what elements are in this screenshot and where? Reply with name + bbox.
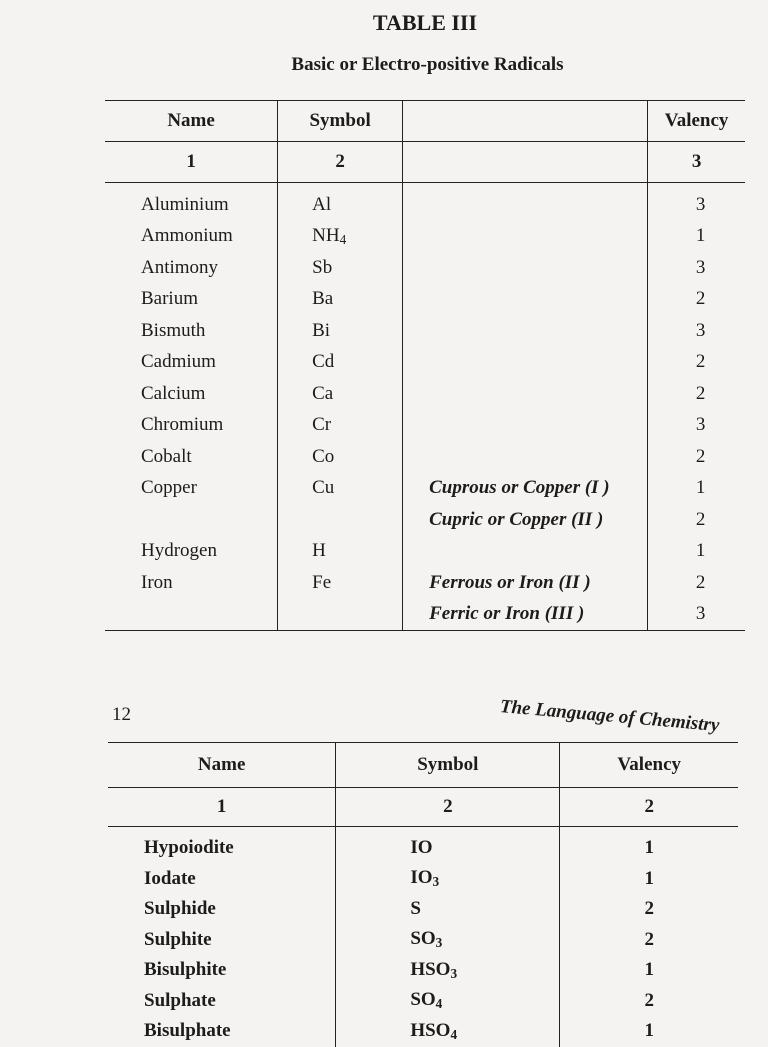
- table-row: [108, 864, 738, 895]
- table-row: [105, 504, 745, 536]
- cell-name: Ammonium: [105, 221, 278, 253]
- table-row: [105, 536, 745, 568]
- table-row: [105, 315, 745, 347]
- table-row: [108, 827, 738, 864]
- cell-symbol: Ba: [278, 284, 403, 316]
- col-number: 2: [278, 142, 403, 183]
- cell-valency: 2: [695, 445, 706, 467]
- header-name: Name: [108, 743, 336, 788]
- cell-description: Ferric or Iron (III ): [403, 599, 648, 631]
- cell-valency: 3: [695, 319, 706, 341]
- cell-name: Sulphide: [108, 894, 336, 925]
- cell-name: [105, 504, 278, 536]
- cell-symbol: Co: [278, 441, 403, 473]
- cell-symbol: Cd: [278, 347, 403, 379]
- cell-symbol: Cu: [278, 473, 403, 505]
- cell-valency: 2: [644, 989, 654, 1011]
- cell-valency: 3: [695, 256, 706, 278]
- table-title: TABLE III: [372, 10, 478, 35]
- cell-description: [403, 536, 648, 568]
- cell-name: Copper: [105, 473, 278, 505]
- cell-symbol: Fe: [278, 567, 403, 599]
- cell-valency: 2: [695, 351, 706, 373]
- radicals-table: [105, 100, 745, 631]
- header-blank: [403, 101, 648, 142]
- cell-name: Iron: [105, 567, 278, 599]
- cell-name: Cadmium: [105, 347, 278, 379]
- cell-valency: 3: [695, 193, 706, 215]
- cell-description: [403, 252, 648, 284]
- table-row: [105, 284, 745, 316]
- cell-description: [403, 221, 648, 253]
- table-row: [105, 252, 745, 284]
- cell-symbol: IO: [336, 827, 560, 864]
- cell-symbol: H: [278, 536, 403, 568]
- cell-name: Hydrogen: [105, 536, 278, 568]
- cell-name: Chromium: [105, 410, 278, 442]
- table-row: [105, 378, 745, 410]
- cell-description: Cupric or Copper (II ): [403, 504, 648, 536]
- header-name: Name: [105, 101, 278, 142]
- table-row: [105, 599, 745, 631]
- table-row: [108, 1016, 738, 1047]
- cell-description: [403, 378, 648, 410]
- col-number: [403, 142, 648, 183]
- cell-symbol: Ca: [278, 378, 403, 410]
- cell-symbol: Al: [278, 183, 403, 221]
- cell-description: Cuprous or Copper (I ): [403, 473, 648, 505]
- cell-name: Barium: [105, 284, 278, 316]
- cell-symbol: $SO_3$: [336, 925, 560, 956]
- cell-name: Iodate: [108, 864, 336, 895]
- cell-valency: 1: [644, 1020, 654, 1042]
- header-symbol: Symbol: [336, 743, 560, 788]
- cell-name: Calcium: [105, 378, 278, 410]
- table-row: [105, 410, 745, 442]
- col-number: 2: [336, 788, 560, 827]
- header-valency: Valency: [560, 743, 738, 788]
- cell-symbol: $SO_4$: [336, 986, 560, 1017]
- table-row: [105, 441, 745, 473]
- cell-symbol: Sb: [278, 252, 403, 284]
- cell-symbol: Cr: [278, 410, 403, 442]
- header-symbol: Symbol: [278, 101, 403, 142]
- cell-valency: 2: [695, 508, 706, 530]
- col-number: 3: [648, 142, 745, 183]
- cell-description: [403, 284, 648, 316]
- cell-name: Bisulphite: [108, 955, 336, 986]
- table-row: [105, 473, 745, 505]
- cell-symbol: [278, 599, 403, 631]
- cell-description: [403, 441, 648, 473]
- cell-name: [105, 599, 278, 631]
- cell-symbol: $HSO_3$: [336, 955, 560, 986]
- table-subtitle: Basic or Electro-positive Radicals: [291, 54, 564, 75]
- cell-description: [403, 347, 648, 379]
- cell-description: [403, 183, 648, 221]
- cell-description: [403, 315, 648, 347]
- table-row: [108, 986, 738, 1017]
- cell-name: Sulphite: [108, 925, 336, 956]
- table-row: [108, 925, 738, 956]
- anions-table: [108, 742, 738, 1047]
- cell-valency: 1: [644, 959, 654, 981]
- table-row: [105, 221, 745, 253]
- cell-name: Hypoiodite: [108, 827, 336, 864]
- cell-symbol: S: [336, 894, 560, 925]
- table-row: [105, 567, 745, 599]
- table-row: [108, 894, 738, 925]
- cell-symbol: Bi: [278, 315, 403, 347]
- cell-valency: 1: [644, 867, 654, 889]
- cell-symbol: $NH_4$: [278, 221, 403, 253]
- col-number: 2: [560, 788, 738, 827]
- cell-name: Bisulphate: [108, 1016, 336, 1047]
- cell-valency: 1: [644, 837, 654, 859]
- cell-valency: 2: [695, 571, 706, 593]
- cell-symbol: $IO_3$: [336, 864, 560, 895]
- cell-valency: 3: [695, 414, 706, 436]
- cell-valency: 3: [648, 599, 745, 631]
- col-number: 1: [108, 788, 336, 827]
- cell-description: [403, 410, 648, 442]
- cell-valency: 2: [644, 928, 654, 950]
- table-row: [108, 955, 738, 986]
- cell-valency: 1: [695, 225, 706, 247]
- table-row: [105, 347, 745, 379]
- cell-valency: 1: [695, 540, 706, 562]
- running-head: The Language of Chemistry: [499, 696, 721, 737]
- cell-symbol: [278, 504, 403, 536]
- cell-valency: 2: [644, 898, 654, 920]
- header-valency: Valency: [648, 101, 745, 142]
- col-number: 1: [105, 142, 278, 183]
- cell-valency: 1: [695, 477, 706, 499]
- cell-symbol: $HSO_4$: [336, 1016, 560, 1047]
- cell-name: Aluminium: [105, 183, 278, 221]
- cell-name: Antimony: [105, 252, 278, 284]
- cell-name: Cobalt: [105, 441, 278, 473]
- cell-name: Sulphate: [108, 986, 336, 1017]
- table-row: [105, 183, 745, 221]
- cell-description: Ferrous or Iron (II ): [403, 567, 648, 599]
- cell-name: Bismuth: [105, 315, 278, 347]
- cell-valency: 2: [695, 382, 706, 404]
- page-number: 12: [112, 704, 131, 725]
- cell-valency: 2: [695, 288, 706, 310]
